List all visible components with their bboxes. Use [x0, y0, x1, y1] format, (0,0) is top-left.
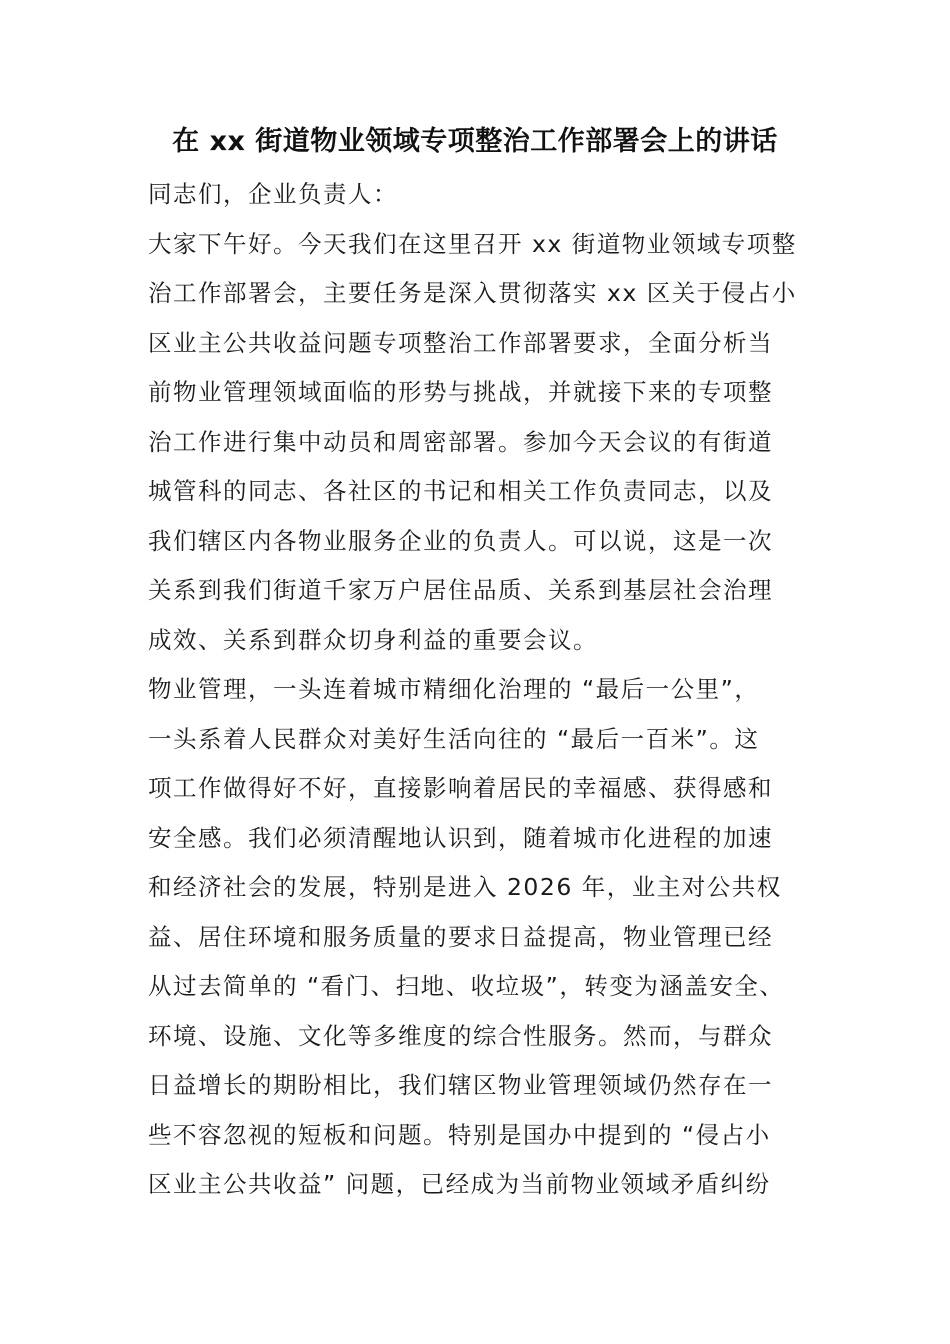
text-line: 物业管理，一头连着城市精细化治理的 “最后一公里”，	[148, 675, 760, 703]
document-body	[148, 170, 808, 1210]
text-line: 我们辖区内各物业服务企业的负责人。可以说，这是一次	[148, 526, 773, 555]
text-line: 成效、关系到群众切身利益的重要会议。	[148, 625, 598, 654]
text-line: 区业主公共收益问题专项整治工作部署要求，全面分析当	[148, 328, 773, 357]
text-line: 日益增长的期盼相比，我们辖区物业管理领域仍然存在一	[148, 1071, 773, 1099]
text-line: 些不容忽视的短板和问题。特别是国办中提到的 “侵占小	[148, 1120, 771, 1149]
text-line: 益、居住环境和服务质量的要求日益提高，物业管理已经	[148, 922, 773, 951]
text-line: 和经济社会的发展，特别是进入 2026 年，业主对公共权	[148, 873, 782, 901]
text-line: 前物业管理领域面临的形势与挑战，并就接下来的专项整	[148, 378, 773, 406]
text-line: 项工作做得好不好，直接影响着居民的幸福感、获得感和	[148, 774, 773, 802]
text-line: 同志们，企业负责人：	[148, 180, 398, 208]
text-line: 治工作部署会，主要任务是深入贯彻落实 xx 区关于侵占小	[148, 279, 797, 307]
text-line: 大家下午好。今天我们在这里召开 xx 街道物业领域专项整	[148, 229, 797, 258]
text-line: 治工作进行集中动员和周密部署。参加今天会议的有街道	[148, 427, 773, 456]
text-line: 从过去简单的 “看门、扫地、收垃圾”，转变为涵盖安全、	[148, 972, 785, 1000]
text-line: 城管科的同志、各社区的书记和相关工作负责同志，以及	[148, 477, 773, 505]
document-title: 在 xx 街道物业领域专项整治工作部署会上的讲话	[172, 126, 778, 157]
text-line: 安全感。我们必须清醒地认识到，随着城市化进程的加速	[148, 823, 773, 852]
text-line: 区业主公共收益” 问题，已经成为当前物业领域矛盾纠纷	[148, 1170, 771, 1198]
text-line: 一头系着人民群众对美好生活向往的 “最后一百米”。这	[148, 724, 760, 753]
text-line: 关系到我们街道千家万户居住品质、关系到基层社会治理	[148, 576, 773, 604]
text-line: 环境、设施、文化等多维度的综合性服务。然而，与群众	[148, 1021, 773, 1050]
